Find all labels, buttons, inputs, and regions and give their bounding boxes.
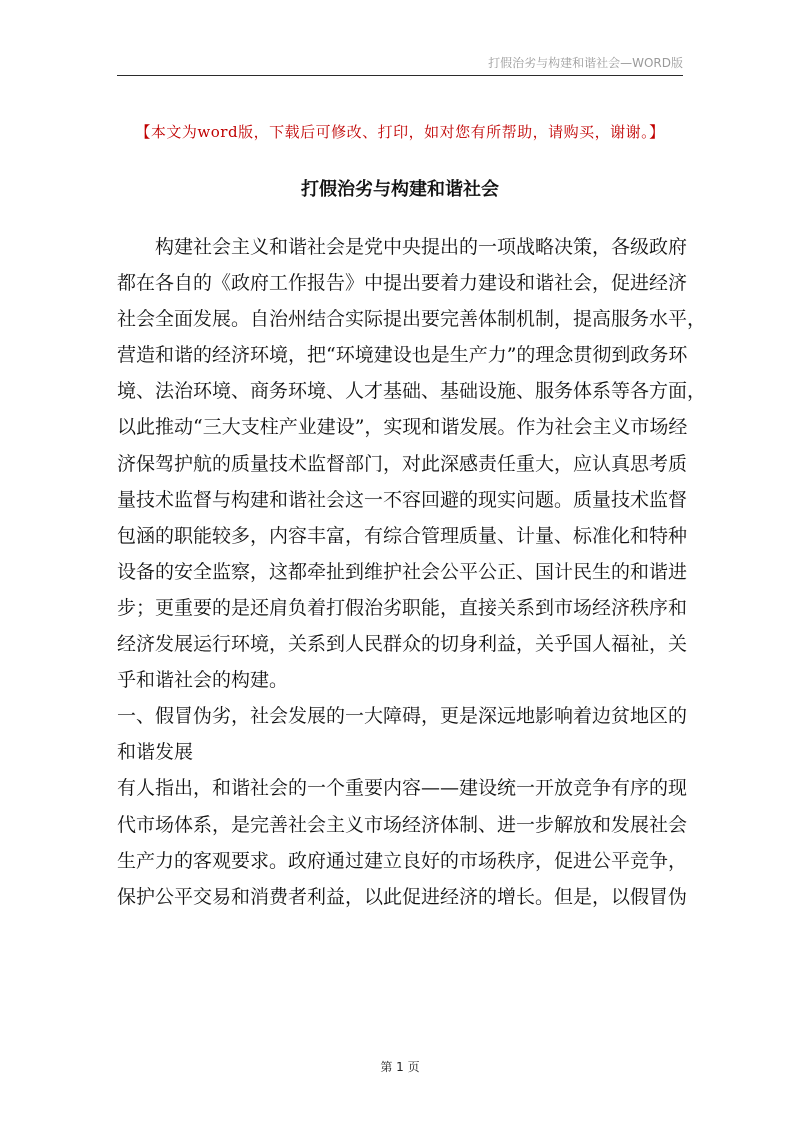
text-line: 乎和谐社会的构建。	[117, 669, 289, 692]
text-line: 步；更重要的是还肩负着打假治劣职能，直接关系到市场经济秩序和	[117, 596, 688, 619]
text-line: 构建社会主义和谐社会是党中央提出的一项战略决策，各级政府	[117, 236, 688, 258]
page-number: 第 1 页	[380, 1060, 420, 1074]
purchase-notice: 【本文为word版，下载后可修改、打印，如对您有所帮助，请购买，谢谢。】	[135, 123, 665, 141]
text-line: 境、法治环境、商务环境、人才基础、基础设施、服务体系等各方面，	[117, 380, 707, 403]
text-line: 经济发展运行环境，关系到人民群众的切身利益，关乎国人福祉，关	[117, 633, 688, 656]
section-heading-line: 和谐发展	[117, 741, 194, 764]
text-line: 济保驾护航的质量技术监督部门，对此深感责任重大，应认真思考质	[117, 452, 688, 475]
document-body	[117, 229, 707, 915]
text-line: 以此推动“三大支柱产业建设”，实现和谐发展。作为社会主义市场经	[117, 416, 688, 439]
running-header: 打假治劣与构建和谐社会—WORD版	[488, 56, 683, 70]
text-line: 营造和谐的经济环境，把“环境建设也是生产力”的理念贯彻到政务环	[117, 344, 688, 367]
header-rule	[117, 75, 683, 76]
text-line: 设备的安全监察，这都牵扯到维护社会公平公正、国计民生的和谐进	[117, 560, 688, 583]
text-line: 都在各自的《政府工作报告》中提出要着力建设和谐社会，促进经济	[117, 272, 688, 295]
text-line: 有人指出，和谐社会的一个重要内容——建设统一开放竞争有序的现	[117, 777, 688, 800]
page-title: 打假治劣与构建和谐社会	[301, 179, 499, 200]
section-heading-line: 一、假冒伪劣，社会发展的一大障碍，更是深远地影响着边贫地区的	[117, 705, 688, 728]
text-line: 包涵的职能较多，内容丰富，有综合管理质量、计量、标准化和特种	[117, 524, 688, 547]
text-line: 量技术监督与构建和谐社会这一不容回避的现实问题。质量技术监督	[117, 488, 688, 511]
text-line: 生产力的客观要求。政府通过建立良好的市场秩序，促进公平竞争，	[117, 849, 688, 872]
text-line: 保护公平交易和消费者利益，以此促进经济的增长。但是，以假冒伪	[117, 885, 688, 908]
text-line: 社会全面发展。自治州结合实际提出要完善体制机制，提高服务水平，	[117, 308, 707, 331]
text-line: 代市场体系，是完善社会主义市场经济体制、进一步解放和发展社会	[117, 813, 688, 836]
